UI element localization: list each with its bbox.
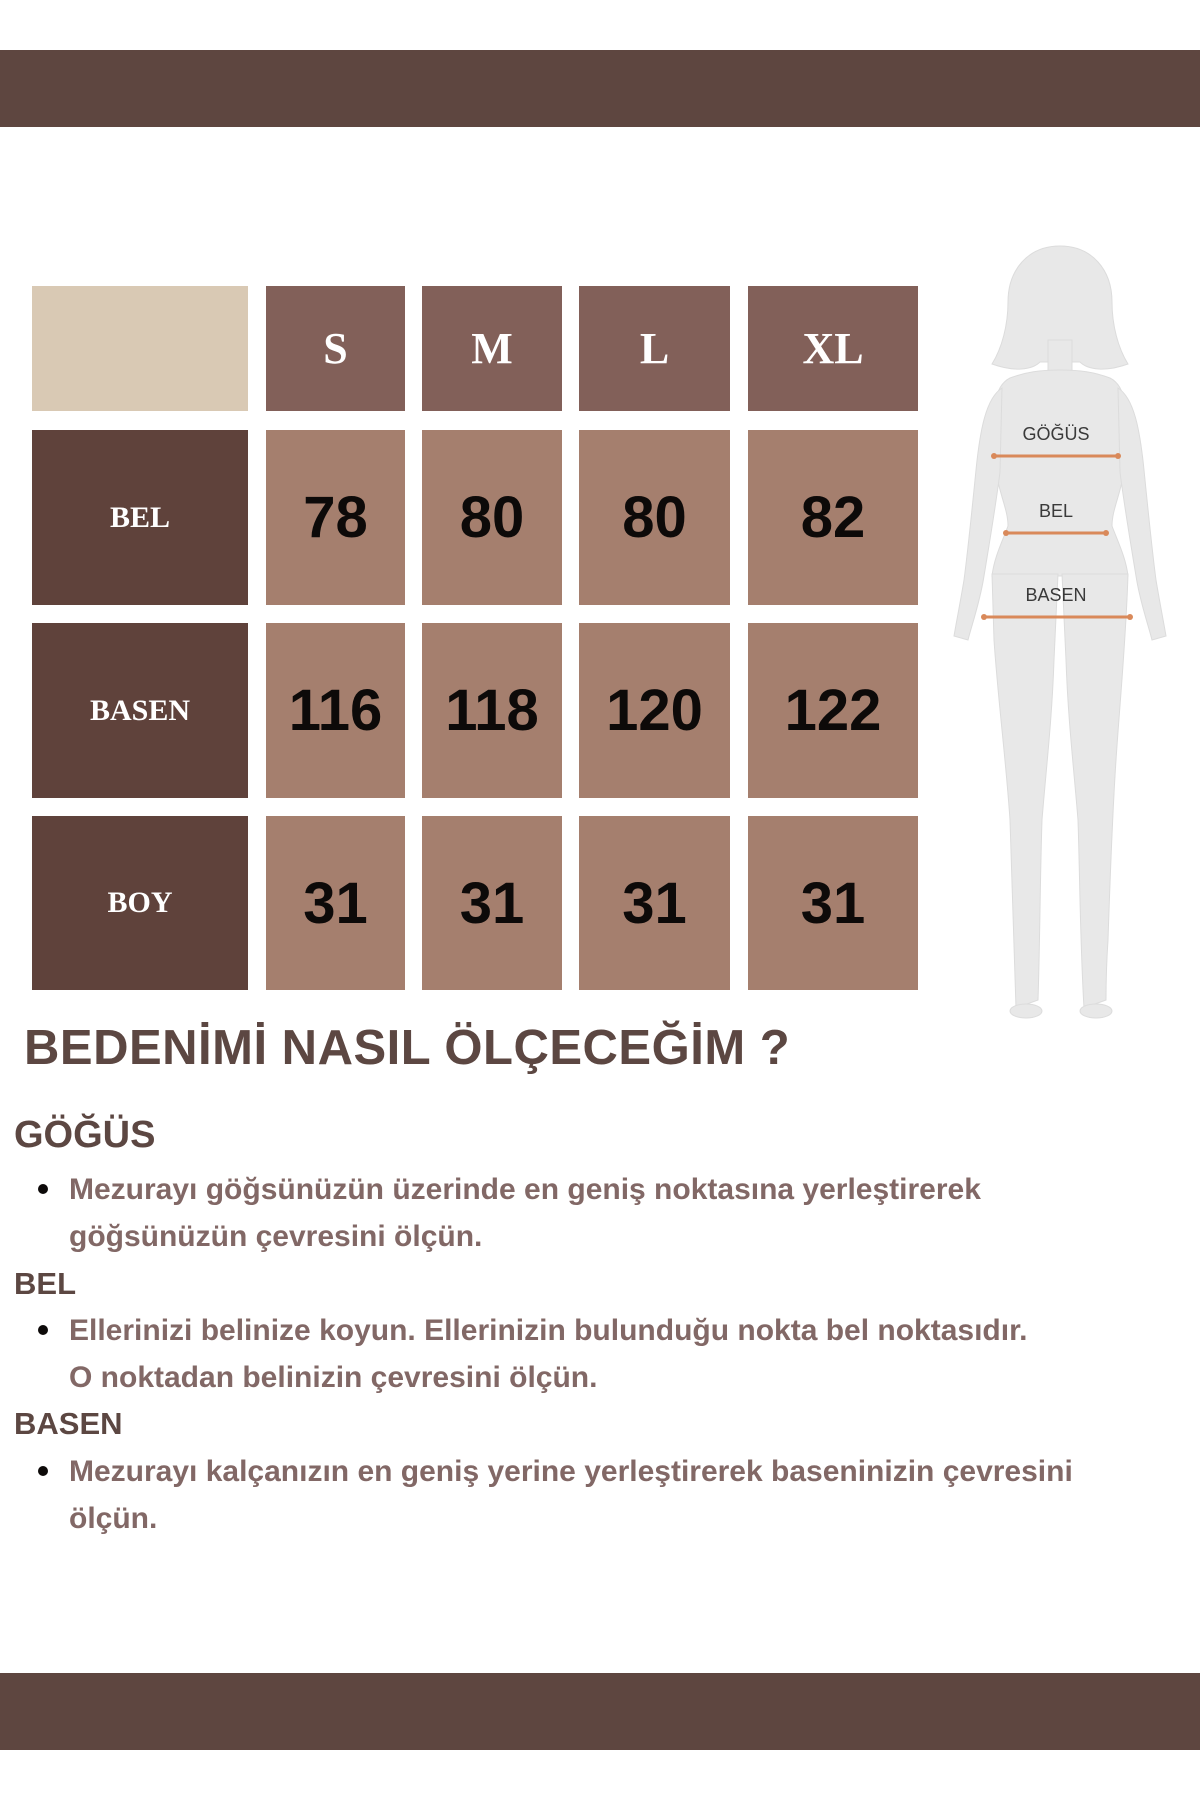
- top-band: [0, 50, 1200, 127]
- row-header-bel: BEL: [32, 430, 248, 605]
- boy-l-value: 31: [579, 816, 730, 990]
- table-corner: [32, 286, 248, 411]
- bel-m-value: 80: [422, 430, 562, 605]
- bullet-dot-icon: [38, 1466, 48, 1476]
- body-silhouette-icon: [940, 240, 1180, 1030]
- boy-s-value: 31: [266, 816, 405, 990]
- basen-text-line-2: ölçün.: [69, 1502, 158, 1535]
- section-heading-basen: BASEN: [14, 1406, 123, 1441]
- section-bullet-basen: [38, 1448, 1198, 1542]
- figure-label-gogus: GÖĞÜS: [1022, 424, 1090, 444]
- size-header-m: M: [422, 286, 562, 411]
- size-header-xl: XL: [748, 286, 918, 411]
- section-heading-bel: BEL: [14, 1266, 76, 1301]
- boy-xl-value: 31: [748, 816, 918, 990]
- bel-xl-value: 82: [748, 430, 918, 605]
- bel-text-line-1: Ellerinizi belinize koyun. Ellerinizin bulunduğu nokta bel noktasıdır.: [69, 1314, 1028, 1347]
- body-figure: [940, 240, 1180, 1030]
- bel-text-line-2: O noktadan belinizin çevresini ölçün.: [69, 1361, 598, 1394]
- bottom-band: [0, 1673, 1200, 1750]
- section-heading-gogus: GÖĞÜS: [14, 1114, 156, 1156]
- figure-label-basen: BASEN: [1025, 585, 1087, 605]
- section-bullet-gogus: [38, 1166, 1198, 1260]
- bel-l-value: 80: [579, 430, 730, 605]
- bullet-dot-icon: [38, 1184, 48, 1194]
- size-header-l: L: [579, 286, 730, 411]
- gogus-text-line-1: Mezurayı göğsünüzün üzerinde en geniş noktasına yerleştirerek: [69, 1173, 981, 1206]
- basen-s-value: 116: [266, 623, 405, 798]
- howto-title: BEDENİMİ NASIL ÖLÇECEĞİM ?: [24, 1021, 791, 1075]
- basen-text-line-1: Mezurayı kalçanızın en geniş yerine yerleştirerek baseninizin çevresini: [69, 1455, 1073, 1488]
- row-header-boy: BOY: [32, 816, 248, 990]
- bel-s-value: 78: [266, 430, 405, 605]
- basen-m-value: 118: [422, 623, 562, 798]
- size-header-s: S: [266, 286, 405, 411]
- gogus-text-line-2: göğsünüzün çevresini ölçün.: [69, 1220, 483, 1253]
- boy-m-value: 31: [422, 816, 562, 990]
- bullet-dot-icon: [38, 1325, 48, 1335]
- figure-label-bel: BEL: [1038, 501, 1074, 521]
- basen-l-value: 120: [579, 623, 730, 798]
- basen-xl-value: 122: [748, 623, 918, 798]
- row-header-basen: BASEN: [32, 623, 248, 798]
- section-bullet-bel: [38, 1307, 1198, 1401]
